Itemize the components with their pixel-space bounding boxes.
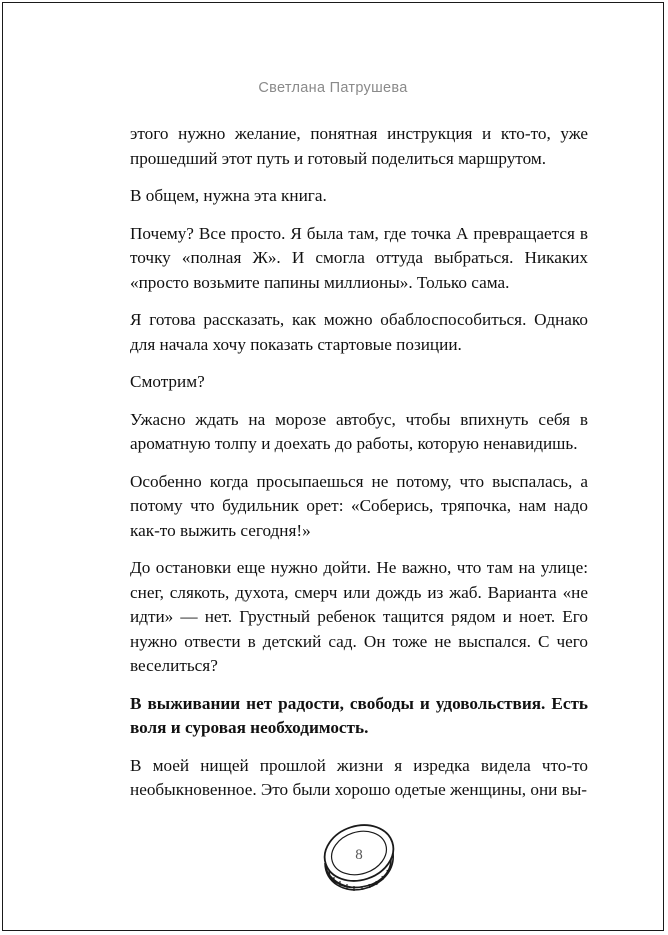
running-head-author: Светлана Патрушева xyxy=(258,80,408,96)
bold-paragraph: В выживании нет радости, свободы и удовольствия. Есть воля и суровая необходимость. xyxy=(130,693,588,737)
page-body xyxy=(130,122,588,803)
paragraph: Почему? Все просто. Я была там, где точка А превращается в точку «полная Ж». И смогла оттуда выбраться. Никаких «просто возьмите папины миллионы». Только сама. xyxy=(130,223,588,292)
paragraph: В моей нищей прошлой жизни я изредка видела что-то необыкновенное. Это были хорошо одетые женщины, они вы- xyxy=(130,755,588,799)
page-number: 8 xyxy=(355,847,363,863)
paragraph: Я готова рассказать, как можно обаблоспособиться. Однако для начала хочу показать стартовые позиции. xyxy=(130,310,588,354)
paragraph: В общем, нужна эта книга. xyxy=(130,186,327,205)
paragraph: Ужасно ждать на морозе автобус, чтобы впихнуть себя в ароматную толпу и доехать до работы, которую ненавидишь. xyxy=(130,409,588,453)
paragraph: До остановки еще нужно дойти. Не важно, что там на улице: снег, слякоть, духота, смерч или дождь из жаб. Варианта «не идти» — нет. Грустный ребенок тащится рядом и ноет. Его нужно отвести в детский сад. Он тоже не выспался. С чего веселиться? xyxy=(130,558,588,675)
book-page xyxy=(2,2,664,931)
paragraph: Смотрим? xyxy=(130,372,205,391)
coin-icon xyxy=(315,819,399,899)
paragraph: Особенно когда просыпаешься не потому, что выспалась, а потому что будильник орет: «Соберись, тряпочка, нам надо как-то выжить сегодня!» xyxy=(130,471,588,540)
paragraph: этого нужно желание, понятная инструкция и кто-то, уже прошедший этот путь и готовый поделиться маршрутом. xyxy=(130,124,588,168)
